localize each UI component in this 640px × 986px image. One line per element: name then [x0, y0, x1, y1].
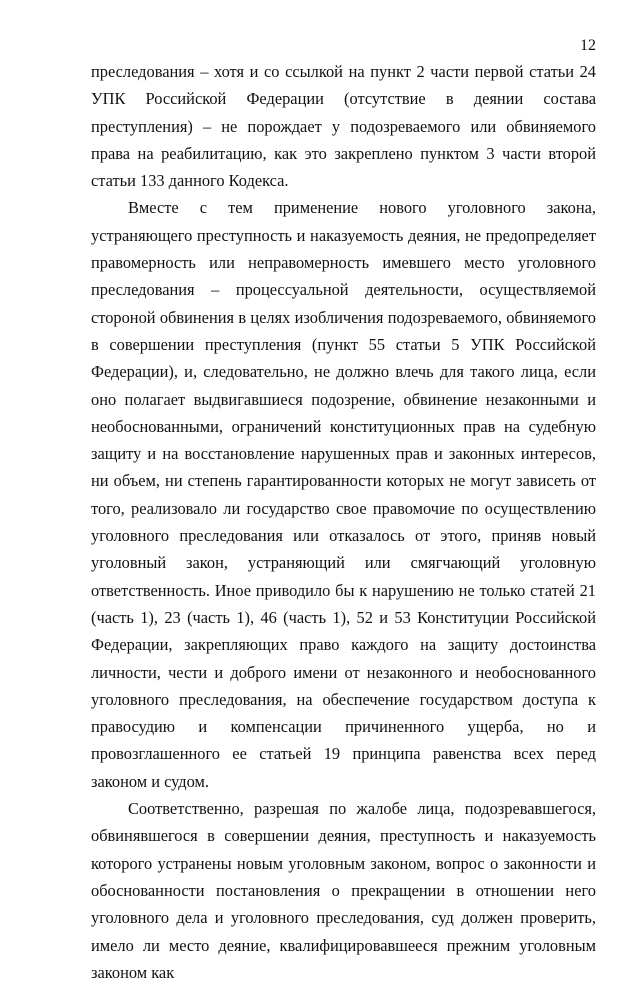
paragraph-2: Вместе с тем применение нового уголовного закона, устраняющего преступность и наказуемость деяния, не предопределяет правомерность или неправомерность имевшего место уголовного преследования – процессуальной деятельности, осуществляемой стороной обвинения в целях изобличения подозреваемого, обвиняемого в совершении преступления (пункт 55 статьи 5 УПК Российской Федерации), и, следовательно, не должно влечь для такого лица, если оно полагает выдвигавшиеся подозрение, обвинение незаконными и необоснованными, ограничений конституционных прав на судебную защиту и на восстановление нарушенных прав и законных интересов, ни объем, ни степень гарантированности которых не могут зависеть от того, реализовало ли государство свое правомочие по осуществлению уголовного преследования или отказалось от этого, приняв новый уголовный закон, устраняющий или смягчающий уголовную ответственность. Иное приводило бы к нарушению не только статей 21 (часть 1), 23 (часть 1), 46 (часть 1), 52 и 53 Конституции Российской Федерации, закрепляющих право каждого на защиту достоинства личности, чести и доброго имени от незаконного и необоснованного уголовного преследования, на обеспечение государством доступа к правосудию и компенсации причиненного ущерба, но и провозглашенного ее статьей 19 принципа равенства всех перед законом и судом. [91, 198, 596, 791]
page-number: 12 [580, 37, 596, 54]
paragraph-1: преследования – хотя и со ссылкой на пункт 2 части первой статьи 24 УПК Российской Федерации (отсутствие в деянии состава преступления) – не порождает у подозреваемого или обвиняемого права на реабилитацию, как это закреплено пунктом 3 части второй статьи 133 данного Кодекса. [91, 62, 596, 191]
document-body [91, 58, 596, 986]
paragraph-3: Соответственно, разрешая по жалобе лица, подозревавшегося, обвинявшегося в совершении деяния, преступность и наказуемость которого устранены новым уголовным законом, вопрос о законности и обоснованности постановления о прекращении в отношении него уголовного дела и уголовного преследования, суд должен проверить, имело ли место деяние, квалифицировавшееся прежним уголовным законом как [91, 799, 596, 982]
